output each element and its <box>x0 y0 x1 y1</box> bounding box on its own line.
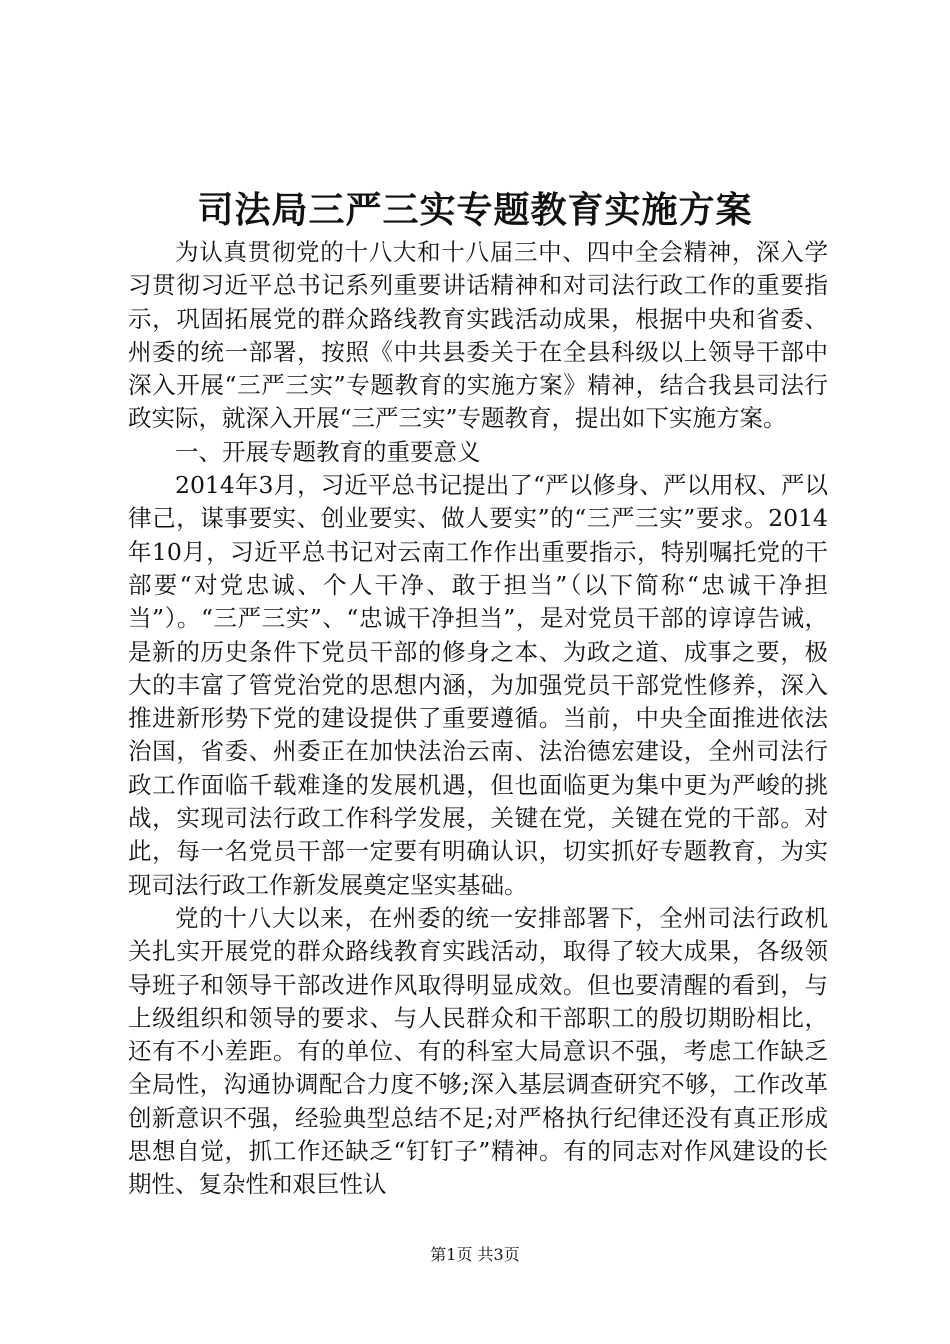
document-title: 司法局三严三实专题教育实施方案 <box>197 189 753 231</box>
paragraph-significance: 2014年3月，习近平总书记提出了“严以修身、严以用权、严以律己，谋事要实、创业要实、做人要实”的“三严三实”要求。2014年10月，习近平总书记对云南工作作出重要指示，特别嘱托党的干部要“对党忠诚、个人干净、敢于担当”（以下简称“忠诚干净担当”）。“三严三实”、“忠诚干净担当”，是对党员干部的谆谆告诫，是新的历史条件下党员干部的修身之本、为政之道、成事之要，极大的丰富了管党治党的思想内涵，为加强党员干部党性修养，深入推进新形势下党的建设提供了重要遵循。当前，中央全面推进依法治国，省委、州委正在加快法治云南、法治德宏建设，全州司法行政工作面临千载难逢的发展机遇，但也面临更为集中更为严峻的挑战，实现司法行政工作科学发展，关键在党，关键在党的干部。对此，每一名党员干部一定要有明确认识，切实抓好专题教育，为实现司法行政工作新发展奠定坚实基础。 <box>128 471 828 899</box>
paragraph-intro: 为认真贯彻党的十八大和十八届三中、四中全会精神，深入学习贯彻习近平总书记系列重要讲话精神和对司法行政工作的重要指示，巩固拓展党的群众路线教育实践活动成果，根据中央和省委、州委的统一部署，按照《中共县委关于在全县科级以上领导干部中深入开展“三严三实”专题教育的实施方案》精神，结合我县司法行政实际，就深入开展“三严三实”专题教育，提出如下实施方案。 <box>128 238 828 433</box>
document-body <box>128 236 828 1202</box>
section-heading-1: 一、开展专题教育的重要意义 <box>175 437 481 466</box>
page-footer: 第1页 共3页 <box>430 1245 520 1264</box>
paragraph-current-status: 党的十八大以来，在州委的统一安排部署下，全州司法行政机关扎实开展党的群众路线教育实践活动，取得了较大成果，各级领导班子和领导干部改进作风取得明显成效。但也要清醒的看到，与上级组织和领导的要求、与人民群众和干部职工的殷切期盼相比，还有不小差距。有的单位、有的科室大局意识不强，考虑工作缺乏全局性，沟通协调配合力度不够;深入基层调查研究不够，工作改革创新意识不强，经验典型总结不足;对严格执行纪律还没有真正形成思想自觉，抓工作还缺乏“钉钉子”精神。有的同志对作风建设的长期性、复杂性和艰巨性认 <box>128 903 828 1199</box>
